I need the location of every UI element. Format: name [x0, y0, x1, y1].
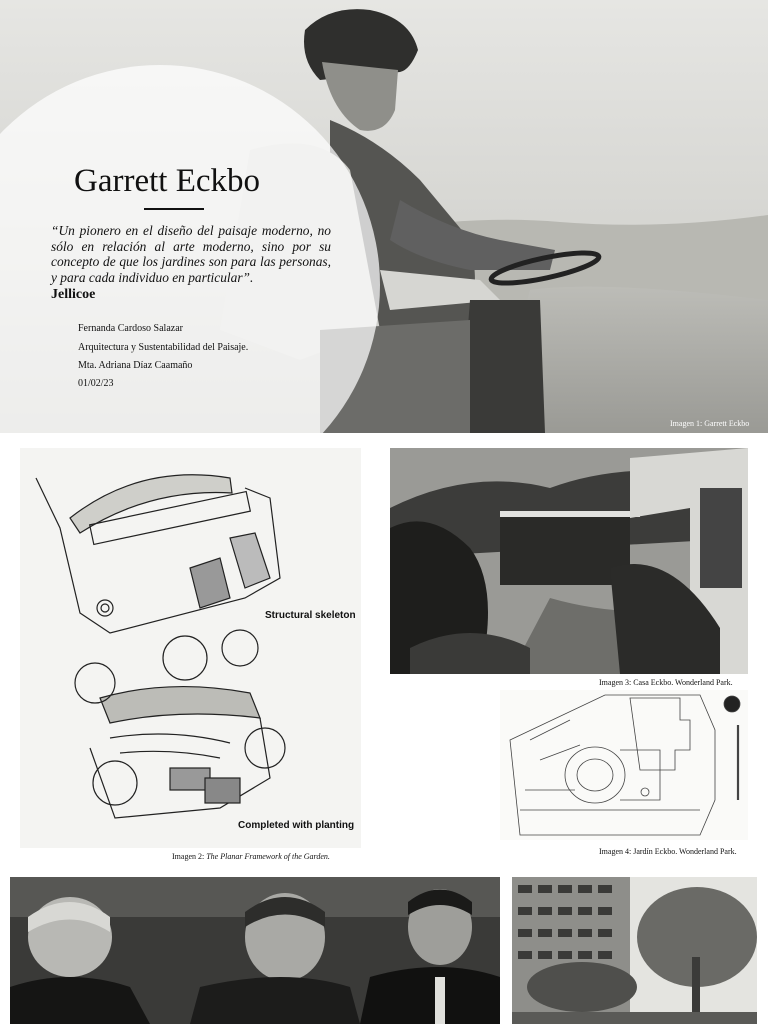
group-photo-art — [10, 877, 500, 1024]
house-photo-art — [390, 448, 748, 674]
title-underline — [144, 208, 204, 210]
building-photo — [512, 877, 757, 1024]
page-title: Garrett Eckbo — [74, 163, 260, 199]
group-photo — [10, 877, 500, 1024]
hero-section — [0, 0, 768, 433]
caption-2-title: The Planar Framework of the Garden. — [206, 852, 330, 861]
quote-author: Jellicoe — [51, 287, 96, 302]
house-photo — [390, 448, 748, 674]
caption-image-3: Imagen 3: Casa Eckbo. Wonderland Park. — [599, 678, 733, 687]
sketch-label-top: Structural skeleton — [265, 610, 356, 621]
garden-sketch — [20, 448, 361, 848]
caption-image-2 — [172, 852, 330, 861]
teacher-name: Mta. Adriana Díaz Caamaño — [78, 360, 193, 371]
quote-text: “Un pionero en el diseño del paisaje moderno, no sólo en relación al arte moderno, sino por su concepto de que los jardines son para las personas, y para cada individuo en particular”. — [51, 223, 331, 285]
garden-plan-art — [500, 690, 748, 840]
building-photo-art — [512, 877, 757, 1024]
garden-plan — [500, 690, 748, 840]
caption-image-1: Imagen 1: Garrett Eckbo — [670, 419, 750, 428]
sketch-label-bottom: Completed with planting — [238, 820, 355, 831]
date: 01/02/23 — [78, 378, 114, 389]
author-name: Fernanda Cardoso Salazar — [78, 323, 183, 334]
caption-image-4: Imagen 4: Jardín Eckbo. Wonderland Park. — [599, 847, 737, 856]
caption-2-prefix: Imagen 2: — [172, 852, 207, 861]
sketch-figure — [20, 448, 361, 848]
course-name: Arquitectura y Sustentabilidad del Paisaje. — [78, 342, 249, 353]
